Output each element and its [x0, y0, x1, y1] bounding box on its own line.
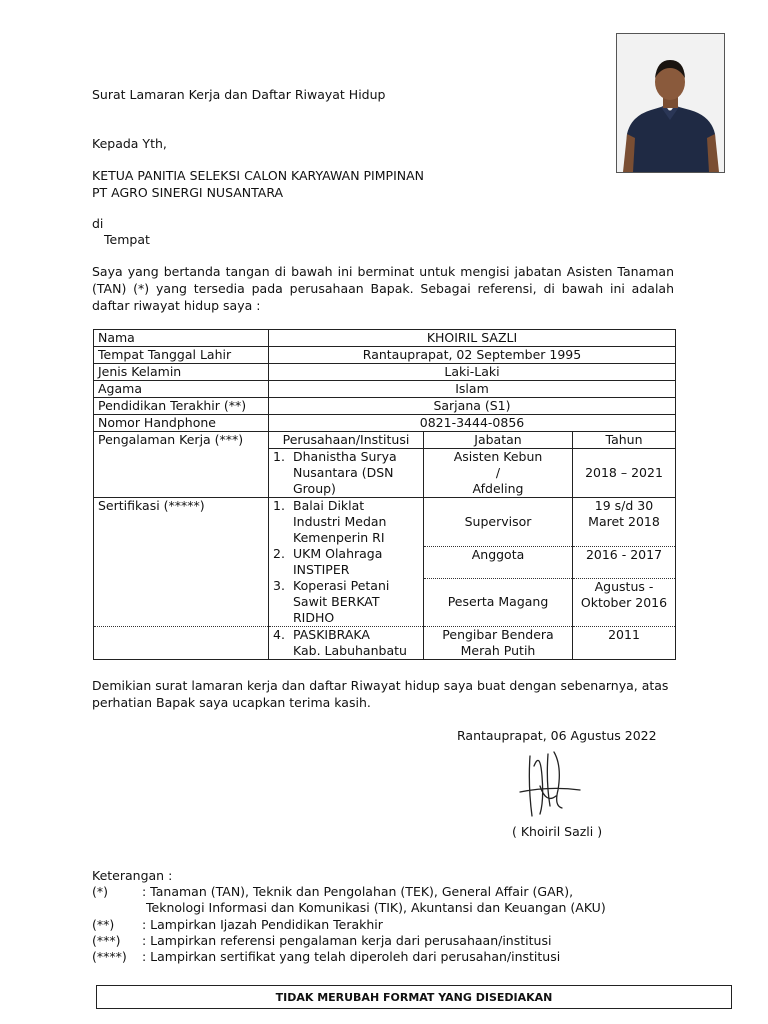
table-row: [94, 398, 676, 415]
certification-company: [269, 498, 424, 547]
item-number: 1.: [273, 498, 285, 513]
experience-company: [269, 449, 424, 498]
year-line: 19 s/d 30: [594, 498, 654, 513]
note-code: (*): [92, 884, 109, 899]
position-line: Merah Putih: [460, 643, 536, 658]
recipient-line-2: PT AGRO SINERGI NUSANTARA: [92, 185, 284, 200]
note-text: : Lampirkan Ijazah Pendidikan Terakhir: [142, 917, 383, 932]
row-label: Pendidikan Terakhir (**): [94, 398, 269, 415]
row-label: Tempat Tanggal Lahir: [94, 347, 269, 364]
company-line: UKM Olahraga: [293, 546, 383, 561]
company-line: Sawit BERKAT: [293, 594, 380, 609]
table-row: [94, 381, 676, 398]
note-item: [92, 933, 551, 948]
note-item: [92, 949, 560, 964]
position-line: /: [495, 465, 501, 480]
certification-position: Anggota: [424, 546, 573, 578]
row-value: Sarjana (S1): [269, 398, 676, 415]
signer-name: ( Khoiril Sazli ): [512, 824, 603, 839]
intro-paragraph: Saya yang bertanda tangan di bawah ini berminat untuk mengisi jabatan Asisten Tanaman (TAN) (*) yang tersedia pada perusahaan Bapak. Sebagai referensi, di bawah ini adalah daftar riwayat hidup saya :: [92, 264, 674, 313]
row-label: Jenis Kelamin: [94, 364, 269, 381]
certification-row: [94, 578, 676, 627]
recipient-line-1: KETUA PANITIA SELEKSI CALON KARYAWAN PIMPINAN: [92, 168, 425, 183]
year-line: Agustus -: [594, 578, 654, 594]
item-number: 2.: [273, 546, 285, 561]
note-text: : Tanaman (TAN), Teknik dan Pengolahan (TEK), General Affair (GAR),: [142, 884, 574, 899]
row-value: KHOIRIL SAZLI: [269, 330, 676, 347]
experience-year: 2018 – 2021: [573, 449, 676, 498]
row-label: Agama: [94, 381, 269, 398]
certification-year: 2016 - 2017: [573, 546, 676, 578]
note-code: (***): [92, 933, 121, 948]
position-line: Asisten Kebun: [453, 449, 543, 464]
certification-position: Supervisor: [424, 498, 573, 547]
closing-paragraph: [92, 677, 674, 711]
certification-position: Peserta Magang: [424, 578, 573, 627]
company-line: Kemenperin RI: [293, 530, 385, 545]
company-line: Group): [293, 481, 336, 496]
company-line: Kab. Labuhanbatu: [293, 643, 407, 658]
table-row: [94, 347, 676, 364]
position-line: Pengibar Bendera: [442, 627, 554, 642]
closing-line-2: perhatian Bapak saya ucapkan terima kasih.: [92, 695, 371, 710]
certification-row: [94, 546, 676, 578]
note-code: (****): [92, 949, 127, 964]
experience-header-row: [94, 432, 676, 449]
experience-position: [424, 449, 573, 498]
certification-year: [573, 578, 676, 627]
item-number: 3.: [273, 578, 285, 593]
closing-line-1: Demikian surat lamaran kerja dan daftar Riwayat hidup saya buat dengan sebenarnya, atas: [92, 678, 669, 693]
certification-year: [573, 498, 676, 547]
row-value: 0821-3444-0856: [269, 415, 676, 432]
table-row: [94, 330, 676, 347]
company-line: Balai Diklat: [293, 498, 365, 513]
note-text: : Lampirkan referensi pengalaman kerja dari perusahaan/institusi: [142, 933, 552, 948]
certification-year: 2011: [573, 627, 676, 660]
place-date: Rantauprapat, 06 Agustus 2022: [457, 728, 657, 743]
applicant-photo: [616, 33, 725, 173]
row-value: Laki-Laki: [269, 364, 676, 381]
col-header-company: Perusahaan/Institusi: [269, 432, 424, 449]
note-item: [92, 917, 383, 932]
year-line: Oktober 2016: [580, 594, 668, 610]
experience-label: Pengalaman Kerja (***): [94, 432, 269, 449]
year-line: Maret 2018: [588, 514, 660, 529]
certification-row: [94, 498, 676, 547]
row-value: Islam: [269, 381, 676, 398]
recipient-di: di: [92, 216, 104, 231]
row-label: Nama: [94, 330, 269, 347]
greeting: Kepada Yth,: [92, 136, 167, 151]
footer-notice: TIDAK MERUBAH FORMAT YANG DISEDIAKAN: [96, 985, 732, 1009]
company-line: Dhanistha Surya: [293, 449, 397, 464]
certification-position: [424, 627, 573, 660]
col-header-position: Jabatan: [424, 432, 573, 449]
company-line: INSTIPER: [293, 562, 350, 577]
certification-row: [94, 627, 676, 660]
company-line: Industri Medan: [293, 514, 387, 529]
row-label: Nomor Handphone: [94, 415, 269, 432]
cv-table: [93, 329, 676, 660]
person-photo-icon: [617, 34, 724, 172]
certification-company: [269, 546, 424, 578]
company-line: RIDHO: [293, 610, 335, 625]
certification-company: [269, 578, 424, 627]
company-line: PASKIBRAKA: [293, 627, 370, 642]
row-value: Rantauprapat, 02 September 1995: [269, 347, 676, 364]
signature-icon: [510, 746, 590, 820]
recipient-tempat: Tempat: [104, 232, 150, 247]
table-row: [94, 364, 676, 381]
col-header-year: Tahun: [573, 432, 676, 449]
item-number: 1.: [273, 449, 285, 464]
letter-title: Surat Lamaran Kerja dan Daftar Riwayat Hidup: [92, 87, 386, 102]
position-line: Afdeling: [472, 481, 524, 496]
certification-company: [269, 627, 424, 660]
item-number: 4.: [273, 627, 285, 642]
note-item: [92, 884, 573, 899]
company-line: Koperasi Petani: [293, 578, 390, 593]
note-text: : Lampirkan sertifikat yang telah diperoleh dari perusahan/institusi: [142, 949, 561, 964]
certification-label: Sertifikasi (*****): [94, 498, 269, 547]
note-continuation: Teknologi Informasi dan Komunikasi (TIK), Akuntansi dan Keuangan (AKU): [146, 900, 606, 915]
table-row: [94, 415, 676, 432]
company-line: Nusantara (DSN: [293, 465, 394, 480]
experience-row: [94, 449, 676, 498]
note-code: (**): [92, 917, 115, 932]
notes-title: Keterangan :: [92, 868, 173, 883]
